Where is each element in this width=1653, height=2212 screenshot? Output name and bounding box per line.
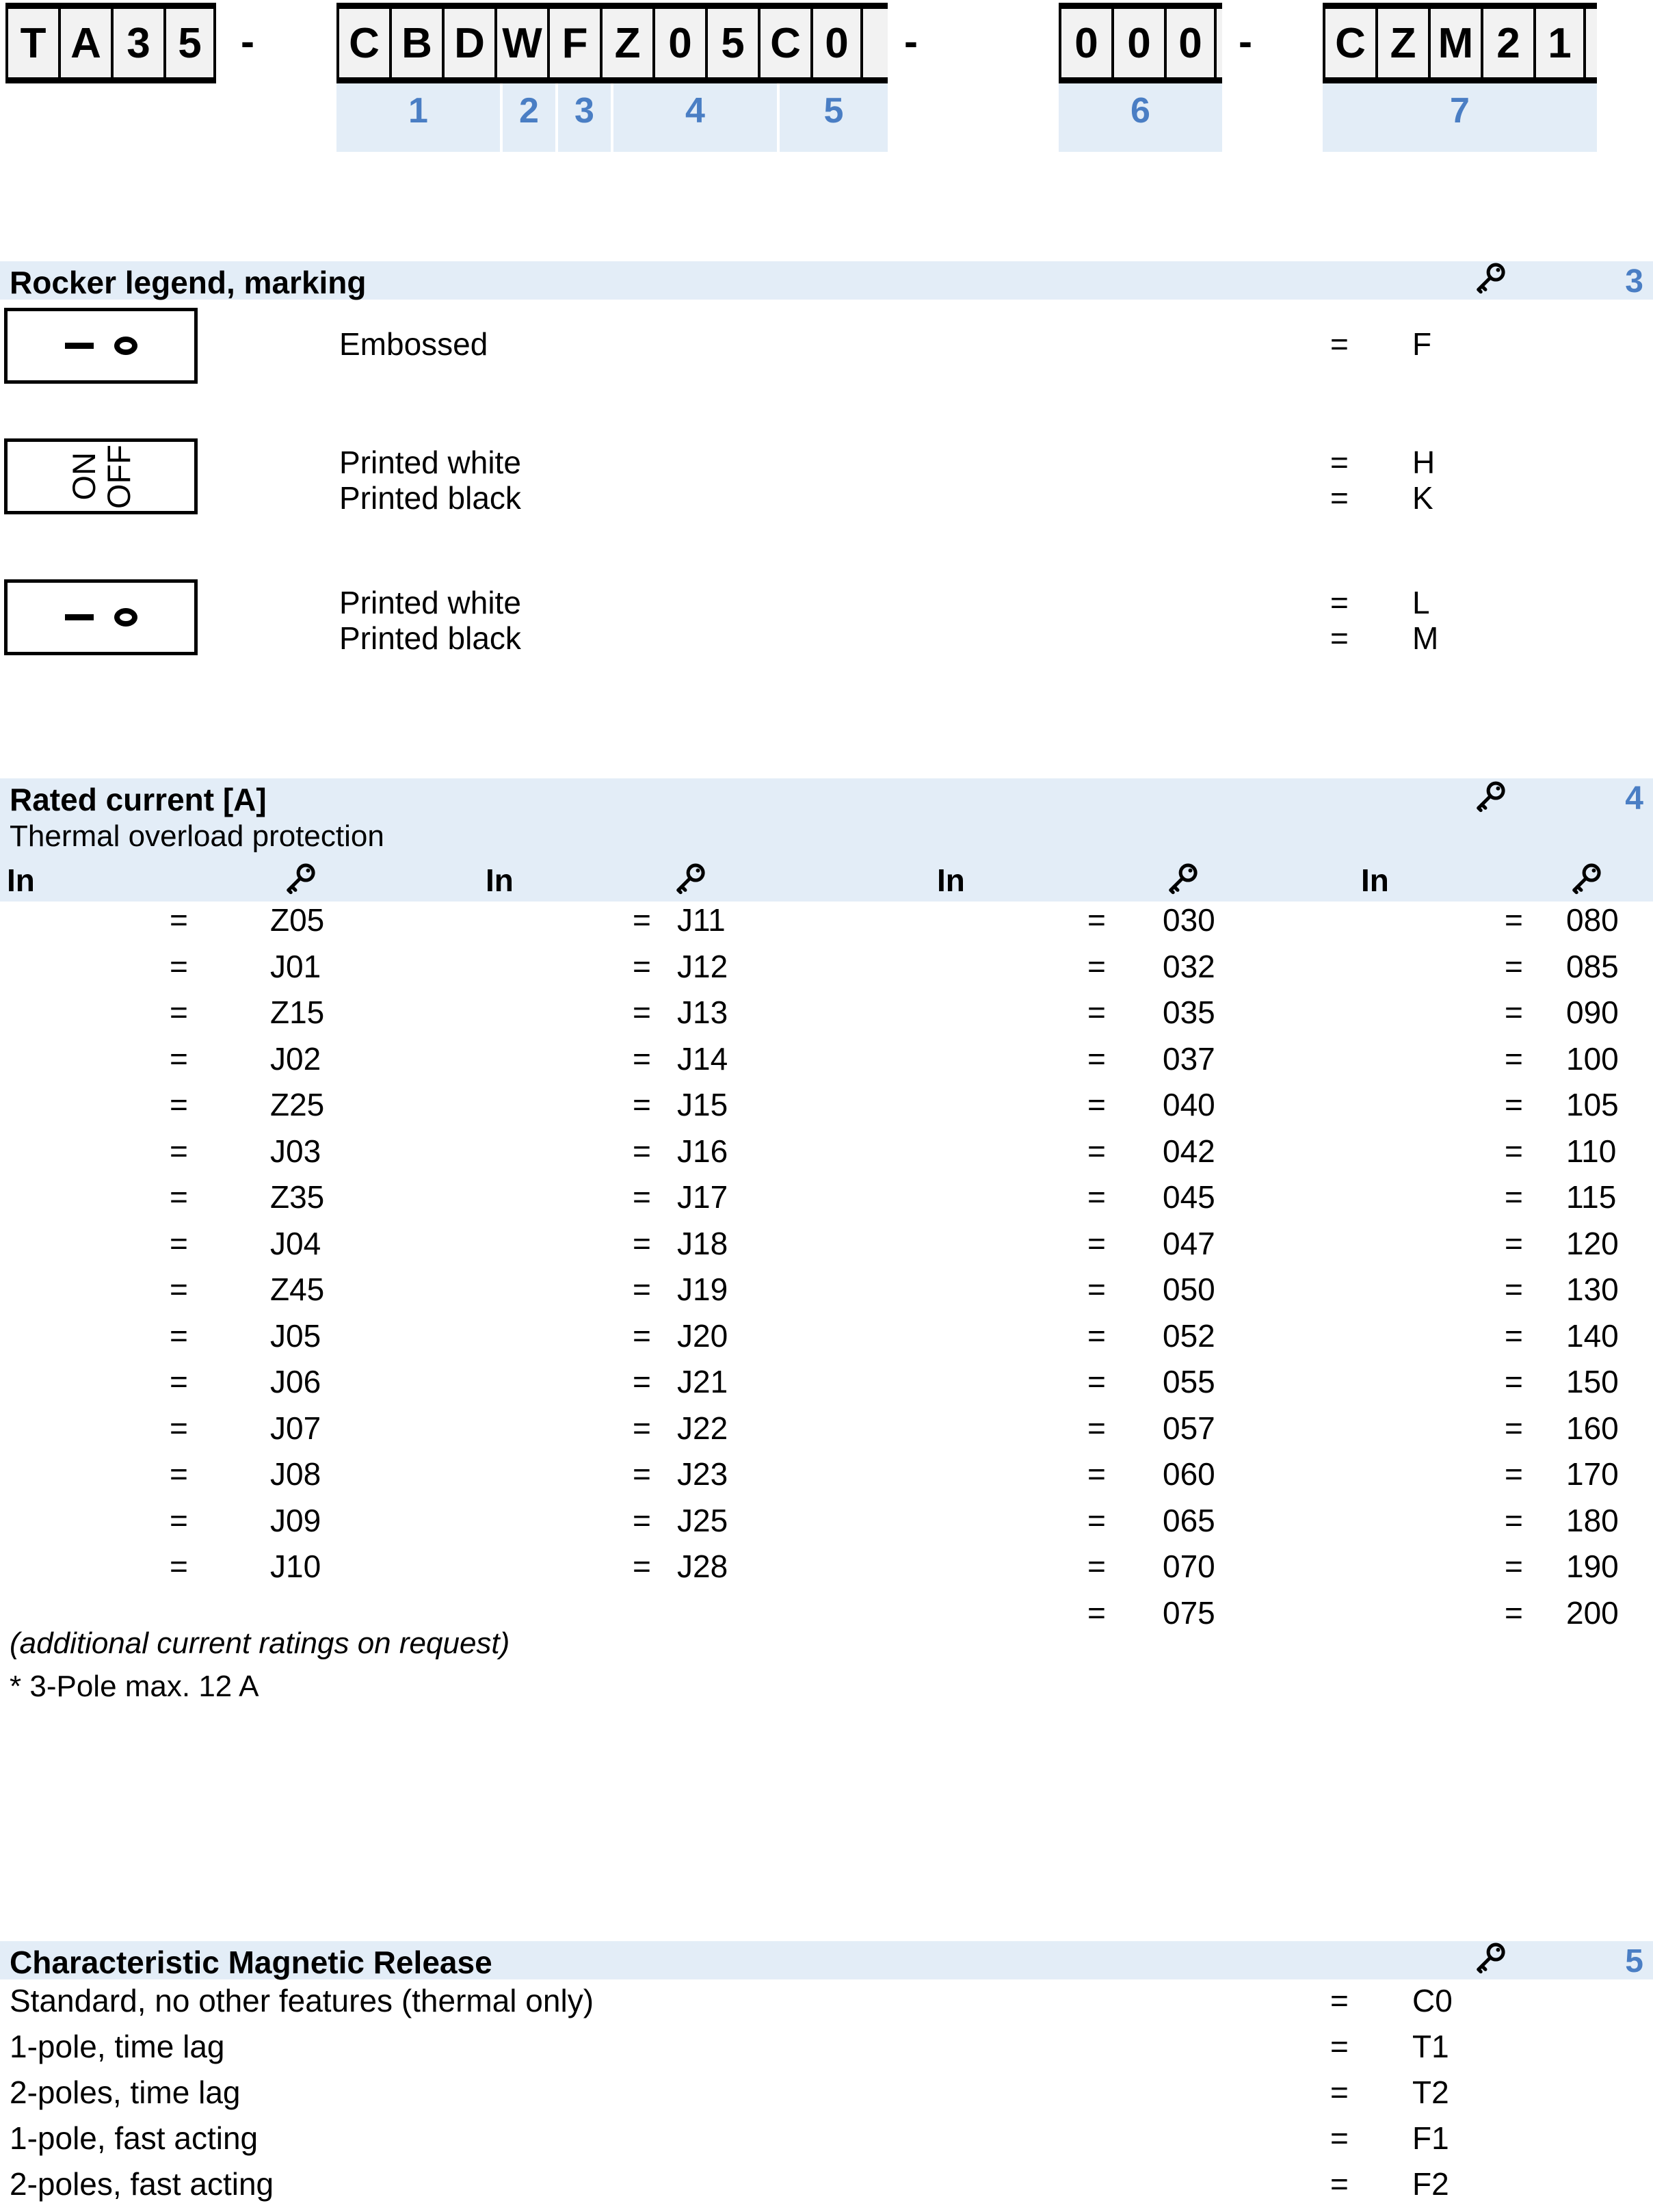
part-number-cell: F xyxy=(547,9,600,77)
current-section-subtitle: Thermal overload protection xyxy=(10,819,384,853)
part-number-separator: - xyxy=(241,18,254,64)
current-order-code: J02 xyxy=(270,1040,321,1077)
part-number-cell: C xyxy=(1323,9,1375,77)
current-table-header-row xyxy=(0,860,1653,901)
equals-sign: = xyxy=(633,1549,651,1584)
key-icon xyxy=(670,862,707,899)
equals-sign: = xyxy=(1505,995,1523,1030)
equals-sign: = xyxy=(1505,1272,1523,1307)
current-order-code: 042 xyxy=(1163,1133,1215,1169)
circle-icon xyxy=(114,337,137,355)
key-icon xyxy=(1566,862,1603,899)
magnetic-release-row xyxy=(0,2028,1653,2073)
current-order-code: Z25 xyxy=(270,1087,325,1122)
equals-sign: = xyxy=(170,995,188,1030)
current-order-code: 055 xyxy=(1163,1364,1215,1399)
current-order-code: 037 xyxy=(1163,1040,1215,1077)
current-order-code: J14 xyxy=(677,1040,728,1077)
equals-sign: = xyxy=(1087,1225,1106,1261)
equals-sign: = xyxy=(1087,1410,1106,1446)
rocker-section-number: 3 xyxy=(1625,263,1643,300)
part-number-marker-1: 1 xyxy=(336,83,500,152)
part-number-cell: 1 xyxy=(1533,9,1586,77)
magnetic-release-row xyxy=(0,2165,1653,2211)
equals-sign: = xyxy=(1087,1364,1106,1399)
rocker-label-printed-white-2: Printed white xyxy=(339,585,521,620)
current-order-code: 052 xyxy=(1163,1317,1215,1354)
equals-sign: = xyxy=(633,902,651,938)
current-order-code: 170 xyxy=(1566,1456,1619,1492)
equals-sign: = xyxy=(633,1040,651,1077)
current-order-code: J16 xyxy=(677,1133,728,1169)
current-order-code: 057 xyxy=(1163,1410,1215,1446)
part-number-group-2 xyxy=(336,3,888,152)
current-order-code: Z45 xyxy=(270,1272,325,1307)
part-number-cell: 5 xyxy=(163,9,216,77)
equals-sign: = xyxy=(1330,2029,1349,2064)
part-number-cell: 0 xyxy=(1059,9,1111,77)
rocker-section-title: Rocker legend, marking xyxy=(10,265,367,300)
magnetic-release-code: C0 xyxy=(1412,1983,1453,2018)
current-order-code: J15 xyxy=(677,1087,728,1122)
rocker-symbol-box-3 xyxy=(4,579,198,655)
bar-circle-symbol-2 xyxy=(8,583,194,652)
part-number-group-3 xyxy=(1059,3,1222,152)
magnetic-release-code: T1 xyxy=(1412,2029,1449,2064)
part-number-marker-5: 5 xyxy=(780,83,888,152)
key-icon xyxy=(1470,780,1507,817)
current-order-code: 080 xyxy=(1566,902,1619,938)
current-order-code: J13 xyxy=(677,995,728,1030)
current-order-code: J22 xyxy=(677,1410,728,1446)
equals-sign: = xyxy=(170,1225,188,1261)
current-column-header-in-2: In xyxy=(486,863,514,898)
equals-sign: = xyxy=(170,1456,188,1492)
current-order-code: J20 xyxy=(677,1317,728,1354)
equals-sign: = xyxy=(1505,1410,1523,1446)
current-order-code: 070 xyxy=(1163,1549,1215,1584)
rocker-section-header xyxy=(0,261,1653,300)
part-number-cells xyxy=(336,3,888,83)
equals-sign: = xyxy=(170,1502,188,1538)
off-label: OFF xyxy=(100,444,137,509)
part-number-cell: A xyxy=(58,9,111,77)
key-icon xyxy=(280,862,317,899)
part-number-cell: 0 xyxy=(652,9,705,77)
equals-sign: = xyxy=(170,1410,188,1446)
part-number-marker-7: 7 xyxy=(1323,83,1597,152)
current-order-code: J07 xyxy=(270,1410,321,1446)
magnetic-release-label: 2-poles, time lag xyxy=(10,2075,241,2110)
part-number-cell: Z xyxy=(1375,9,1428,77)
current-order-code: 140 xyxy=(1566,1317,1619,1354)
part-number-cell: M xyxy=(1428,9,1481,77)
current-column-header-in-3: In xyxy=(937,863,965,898)
equals-sign: = xyxy=(1087,1272,1106,1307)
current-table-body xyxy=(0,901,1653,1647)
current-order-code: J28 xyxy=(677,1549,728,1584)
part-number-cell: 3 xyxy=(111,9,163,77)
rocker-code-l: L xyxy=(1412,585,1430,620)
current-order-code: J04 xyxy=(270,1225,321,1261)
current-order-code: J12 xyxy=(677,948,728,984)
part-number-cells xyxy=(1059,3,1222,83)
on-label: ON xyxy=(65,452,102,501)
magnetic-release-section xyxy=(0,1941,1653,2212)
current-section-title: Rated current [A] xyxy=(10,782,267,817)
rocker-code-k: K xyxy=(1412,480,1433,516)
current-order-code: 035 xyxy=(1163,995,1215,1030)
equals-sign: = xyxy=(633,948,651,984)
part-number-group-markers xyxy=(1323,83,1597,152)
rocker-label-printed-black-2: Printed black xyxy=(339,620,521,656)
equals-sign: = xyxy=(1087,1456,1106,1492)
part-number-cells xyxy=(5,3,216,83)
current-order-code: 190 xyxy=(1566,1549,1619,1584)
equals-sign: = xyxy=(1087,948,1106,984)
equals-sign: = xyxy=(633,1410,651,1446)
equals-sign: = xyxy=(633,1456,651,1492)
current-order-code: 120 xyxy=(1566,1225,1619,1261)
magnetic-section-number: 5 xyxy=(1625,1943,1643,1979)
magnetic-release-label: Standard, no other features (thermal only) xyxy=(10,1983,594,2018)
magnetic-release-code: T2 xyxy=(1412,2075,1449,2110)
current-order-code: 200 xyxy=(1566,1594,1619,1631)
part-number-cell: C xyxy=(336,9,389,77)
equals-sign: = xyxy=(1505,1225,1523,1261)
part-number-cell: W xyxy=(494,9,547,77)
current-order-code: 032 xyxy=(1163,948,1215,984)
magnetic-release-code: F2 xyxy=(1412,2166,1449,2202)
equals-sign: = xyxy=(1087,1133,1106,1169)
current-column-header-in-4: In xyxy=(1361,863,1389,898)
rocker-label-printed-black-1: Printed black xyxy=(339,480,521,516)
equals-sign: = xyxy=(633,1317,651,1354)
current-order-code: 180 xyxy=(1566,1502,1619,1538)
magnetic-release-rows xyxy=(0,1979,1653,2212)
part-number-cell: 0 xyxy=(810,9,863,77)
current-order-code: J21 xyxy=(677,1364,728,1399)
equals-sign: = xyxy=(1505,1133,1523,1169)
current-order-code: Z15 xyxy=(270,995,325,1030)
rocker-label-embossed: Embossed xyxy=(339,326,488,362)
current-order-code: J25 xyxy=(677,1502,728,1538)
current-order-code: 050 xyxy=(1163,1272,1215,1307)
equals-sign: = xyxy=(170,1364,188,1399)
part-number-group-markers xyxy=(1059,83,1222,152)
equals-sign: = xyxy=(1505,902,1523,938)
current-order-code: 090 xyxy=(1566,995,1619,1030)
current-order-code: 130 xyxy=(1566,1272,1619,1307)
current-order-code: J08 xyxy=(270,1456,321,1492)
equals-sign: = xyxy=(633,1133,651,1169)
current-section-number: 4 xyxy=(1625,780,1643,817)
part-number-cell: D xyxy=(442,9,494,77)
current-column-header-in-1: In xyxy=(7,863,35,898)
current-order-code: J01 xyxy=(270,948,321,984)
current-order-code: J19 xyxy=(677,1272,728,1307)
part-number-marker-6: 6 xyxy=(1059,83,1222,152)
part-number-cell: 5 xyxy=(705,9,758,77)
equals-sign: = xyxy=(170,1133,188,1169)
equals-sign: = xyxy=(633,1364,651,1399)
note-three-pole-max: * 3-Pole max. 12 A xyxy=(10,1670,259,1703)
current-order-code: 040 xyxy=(1163,1087,1215,1122)
current-order-code: 030 xyxy=(1163,902,1215,938)
current-order-code: 047 xyxy=(1163,1225,1215,1261)
part-number-marker-2: 2 xyxy=(503,83,555,152)
equals-sign: = xyxy=(170,1040,188,1077)
equals-sign: = xyxy=(633,1225,651,1261)
equals-sign: = xyxy=(1087,995,1106,1030)
equals-sign: = xyxy=(1505,1364,1523,1399)
equals-sign: = xyxy=(1087,1594,1106,1631)
key-icon xyxy=(1163,862,1200,899)
equals-sign: = xyxy=(1087,1087,1106,1122)
bar-circle-symbol xyxy=(8,311,194,380)
equals-sign: = xyxy=(1505,1317,1523,1354)
equals-sign: = xyxy=(170,1317,188,1354)
equals-sign: = xyxy=(633,1179,651,1215)
current-order-code: J23 xyxy=(677,1456,728,1492)
equals-sign: = xyxy=(170,948,188,984)
equals-sign: = xyxy=(1505,1040,1523,1077)
part-number-key xyxy=(0,3,1653,160)
part-number-separator: - xyxy=(904,18,918,64)
magnetic-release-label: 2-poles, fast acting xyxy=(10,2166,274,2202)
current-order-code: 085 xyxy=(1566,948,1619,984)
current-order-code: J18 xyxy=(677,1225,728,1261)
on-off-symbol xyxy=(8,442,194,511)
current-order-code: J05 xyxy=(270,1317,321,1354)
current-order-code: 110 xyxy=(1566,1133,1617,1169)
current-order-code: J09 xyxy=(270,1502,321,1538)
equals-sign: = xyxy=(1505,1179,1523,1215)
equals-sign: = xyxy=(170,1179,188,1215)
equals-sign: = xyxy=(1505,1594,1523,1631)
equals-sign: = xyxy=(633,1087,651,1122)
current-order-code: 160 xyxy=(1566,1410,1619,1446)
rocker-equals-2: = xyxy=(1330,445,1349,480)
key-icon xyxy=(1470,261,1507,298)
equals-sign: = xyxy=(1505,1549,1523,1584)
current-order-code: Z35 xyxy=(270,1179,325,1215)
current-order-code: 105 xyxy=(1566,1087,1619,1122)
rated-current-section xyxy=(0,778,1653,1703)
current-order-code: 115 xyxy=(1566,1179,1617,1215)
equals-sign: = xyxy=(1087,1502,1106,1538)
rocker-symbol-box-1 xyxy=(4,308,198,384)
rocker-equals-5: = xyxy=(1330,620,1349,656)
magnetic-release-row xyxy=(0,2074,1653,2119)
current-order-code: J10 xyxy=(270,1549,321,1584)
equals-sign: = xyxy=(1087,1549,1106,1584)
part-number-cell: Z xyxy=(600,9,652,77)
rocker-code-h: H xyxy=(1412,445,1436,480)
current-section-header xyxy=(0,778,1653,860)
rocker-legend-section xyxy=(0,261,1653,656)
part-number-group-4 xyxy=(1323,3,1597,152)
current-order-code: J03 xyxy=(270,1133,321,1169)
equals-sign: = xyxy=(1087,902,1106,938)
equals-sign: = xyxy=(633,1502,651,1538)
equals-sign: = xyxy=(170,902,188,938)
magnetic-release-code: F1 xyxy=(1412,2120,1449,2156)
part-number-cell: 0 xyxy=(1164,9,1217,77)
equals-sign: = xyxy=(633,1272,651,1307)
magnetic-release-row xyxy=(0,2120,1653,2165)
key-icon xyxy=(1470,1941,1507,1978)
part-number-cell: 2 xyxy=(1481,9,1533,77)
current-order-code: J06 xyxy=(270,1364,321,1399)
magnetic-release-label: 1-pole, time lag xyxy=(10,2029,225,2064)
part-number-marker-4: 4 xyxy=(613,83,777,152)
part-number-group-1 xyxy=(5,3,216,83)
equals-sign: = xyxy=(1087,1317,1106,1354)
rocker-equals-3: = xyxy=(1330,480,1349,516)
rocker-symbol-box-2 xyxy=(4,438,198,514)
equals-sign: = xyxy=(1330,1983,1349,2018)
part-number-cell: C xyxy=(758,9,810,77)
magnetic-release-label: 1-pole, fast acting xyxy=(10,2120,259,2156)
bar-icon xyxy=(65,614,94,620)
current-order-code: 150 xyxy=(1566,1364,1619,1399)
rocker-equals-4: = xyxy=(1330,585,1349,620)
equals-sign: = xyxy=(1505,1087,1523,1122)
bar-icon xyxy=(65,343,94,349)
rocker-label-printed-white-1: Printed white xyxy=(339,445,521,480)
current-order-code: 060 xyxy=(1163,1456,1215,1492)
magnetic-section-title: Characteristic Magnetic Release xyxy=(10,1945,492,1980)
current-order-code: 100 xyxy=(1566,1040,1619,1077)
magnetic-release-row xyxy=(0,1982,1653,2027)
equals-sign: = xyxy=(1505,948,1523,984)
equals-sign: = xyxy=(1087,1179,1106,1215)
current-order-code: Z05 xyxy=(270,902,325,938)
rocker-code-f: F xyxy=(1412,326,1432,362)
part-number-marker-3: 3 xyxy=(558,83,611,152)
equals-sign: = xyxy=(170,1087,188,1122)
part-number-group-markers xyxy=(336,83,888,152)
equals-sign: = xyxy=(1087,1040,1106,1077)
equals-sign: = xyxy=(1505,1502,1523,1538)
part-number-cell: T xyxy=(5,9,58,77)
equals-sign: = xyxy=(1330,2120,1349,2156)
equals-sign: = xyxy=(1330,2166,1349,2202)
part-number-cells xyxy=(1323,3,1597,83)
equals-sign: = xyxy=(633,995,651,1030)
rocker-equals-1: = xyxy=(1330,326,1349,362)
part-number-separator: - xyxy=(1239,18,1252,64)
equals-sign: = xyxy=(170,1549,188,1584)
current-order-code: 045 xyxy=(1163,1179,1215,1215)
circle-icon xyxy=(114,608,137,627)
magnetic-section-header xyxy=(0,1941,1653,1979)
note-additional-ratings: (additional current ratings on request) xyxy=(10,1627,510,1660)
rocker-code-m: M xyxy=(1412,620,1439,656)
current-order-code: 065 xyxy=(1163,1502,1215,1538)
equals-sign: = xyxy=(170,1272,188,1307)
current-order-code: J17 xyxy=(677,1179,728,1215)
equals-sign: = xyxy=(1505,1456,1523,1492)
current-order-code: J11 xyxy=(677,902,726,938)
equals-sign: = xyxy=(1330,2075,1349,2110)
part-number-cell: 0 xyxy=(1111,9,1164,77)
part-number-cell: B xyxy=(389,9,442,77)
current-order-code: 075 xyxy=(1163,1594,1215,1631)
